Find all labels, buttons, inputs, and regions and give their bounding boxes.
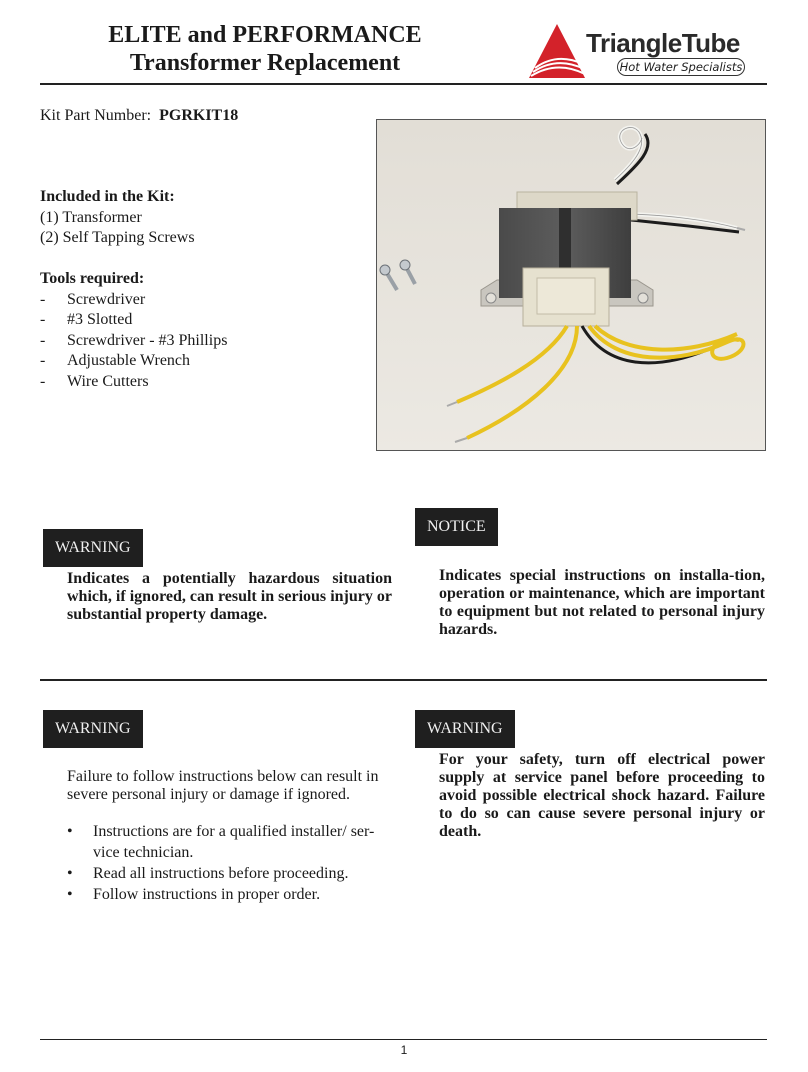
tools-heading: Tools required: [40, 270, 145, 287]
footer-rule [40, 1039, 767, 1040]
kit-part-value: PGRKIT18 [159, 107, 239, 124]
included-heading: Included in the Kit: [40, 188, 175, 205]
list-item: • Read all instructions before proceeding. [67, 865, 349, 882]
logo-wordmark: TriangleTube [586, 28, 740, 58]
title-line-2: Transformer Replacement [129, 50, 401, 76]
tool-item: - #3 Slotted [40, 311, 133, 328]
logo-tagline: Hot Water Specialists [617, 58, 745, 76]
tool-item: - Wire Cutters [40, 372, 149, 390]
list-item: • Follow instructions in proper order. [67, 886, 321, 903]
included-in-kit [40, 187, 195, 249]
kit-part-label: Kit Part Number: [40, 107, 152, 124]
list-item: • Instructions are for a qualified installer/ ser-vice technician. [67, 823, 375, 861]
included-item: (2) Self Tapping Screws [40, 229, 195, 246]
brand-logo [527, 22, 772, 82]
warning-label: WARNING [43, 529, 143, 567]
tool-item: - Screwdriver [40, 290, 146, 308]
warning-definition: Indicates a potentially hazardous situation which, if ignored, can result in serious injury or substantial property damage. [67, 570, 392, 623]
triangle-logo-icon [527, 22, 587, 82]
notice-definition: Indicates special instructions on installa-tion, operation or maintenance, which are important to equipment but not related to personal injury hazards. [439, 567, 765, 638]
instructions-list [67, 821, 392, 905]
transformer-kit-image [377, 120, 766, 451]
notice-label: NOTICE [415, 508, 498, 546]
section-rule [40, 679, 767, 681]
transformer-photo [376, 119, 766, 451]
tool-item: - Screwdriver - #3 Phillips [40, 331, 228, 349]
tool-item: - Adjustable Wrench [40, 352, 191, 369]
warning-label-power: WARNING [415, 710, 515, 748]
included-item: (1) Transformer [40, 208, 142, 226]
warning-label-instructions: WARNING [43, 710, 143, 748]
page-number: 1 [400, 1043, 408, 1057]
header-rule [40, 83, 767, 85]
warning-power-text: For your safety, turn off electrical power supply at service panel before proceeding to avoid possible electrical shock hazard. Failure to do so can cause severe personal injury or death. [439, 751, 765, 840]
warning-instructions-intro: Failure to follow instructions below can result in severe personal injury or damage if ignored. [67, 768, 379, 803]
tools-required [40, 269, 227, 392]
title-line-1: ELITE and PERFORMANCE [108, 22, 422, 48]
kit-part-number [40, 106, 238, 127]
